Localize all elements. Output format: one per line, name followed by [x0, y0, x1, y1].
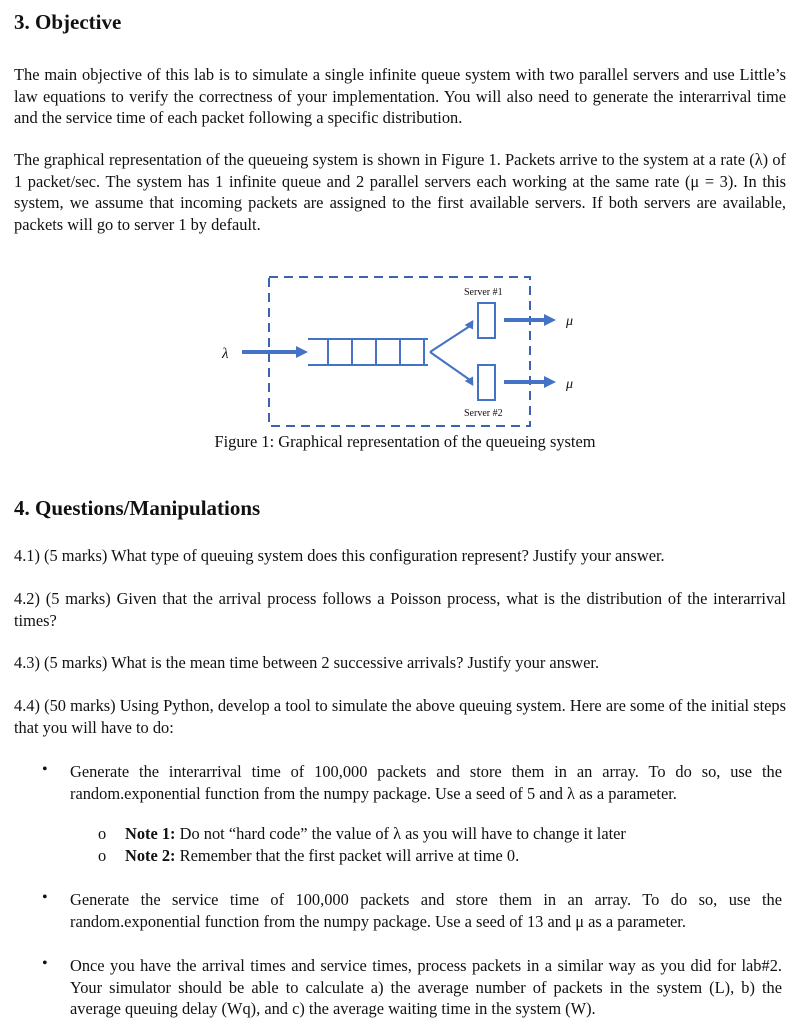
bullet-marker: • — [42, 955, 48, 972]
sub-list-item — [98, 823, 778, 845]
section-4-heading: 4. Questions/Manipulations — [14, 496, 261, 520]
mu-label-1: μ — [566, 314, 574, 329]
note-2-label: Note 2: — [125, 846, 176, 865]
sub-bullet-marker: o — [98, 846, 107, 865]
queue-diagram-svg — [210, 268, 610, 428]
server-1-label: Server #1 — [464, 287, 503, 298]
list-item — [42, 889, 782, 932]
route-1-arrowhead — [465, 320, 478, 332]
figure-caption: Figure 1: Graphical representation of the queueing system — [214, 432, 596, 451]
server-2 — [478, 365, 495, 400]
list-item — [42, 955, 782, 1020]
question-4-1: 4.1) (5 marks) What type of queuing system does this configuration represent? Justify your answer. — [14, 546, 665, 565]
section-3-heading: 3. Objective — [14, 10, 122, 34]
server-2-label: Server #2 — [464, 408, 503, 419]
bullet-marker: • — [42, 889, 48, 906]
bullet-text: Generate the service time of 100,000 packets and store them in an array. To do so, use the random.exponential function from the numpy package. Use a seed of 13 and μ as a parameter. — [70, 890, 782, 931]
mu-label-2: μ — [566, 377, 574, 392]
queue-system-diagram — [210, 268, 610, 428]
route-2-arrowhead — [465, 374, 478, 386]
note-2-text: Remember that the first packet will arrive at time 0. — [179, 846, 520, 865]
bullet-text: Once you have the arrival times and service times, process packets in a similar way as you did for lab#2. Your simulator should be able to calculate a) the average number of packets in the system (L), b) the average queuing delay (Wq), and c) the average waiting time in the system (W). — [70, 956, 782, 1018]
arrival-arrowhead — [296, 346, 308, 358]
objective-paragraph-1: The main objective of this lab is to simulate a single infinite queue system with two parallel servers and use Little’s law equations to verify the correctness of your implementation. You will also need to generate the interarrival time and the service time of each packet following a specific distribution. — [14, 65, 786, 127]
queue-buffer — [308, 339, 428, 365]
question-4-2: 4.2) (5 marks) Given that the arrival process follows a Poisson process, what is the distribution of the interarrival times? — [14, 589, 786, 630]
bullet-text: Generate the interarrival time of 100,000 packets and store them in an array. To do so, use the random.exponential function from the numpy package. Use a seed of 5 and λ as a parameter. — [70, 762, 782, 803]
departure-arrowhead-1 — [544, 314, 556, 326]
lambda-label: λ — [222, 346, 229, 362]
route-to-server-2 — [430, 352, 470, 380]
note-1-label: Note 1: — [125, 824, 176, 843]
question-4-4: 4.4) (50 marks) Using Python, develop a tool to simulate the above queuing system. Here are some of the initial steps that you will have to do: — [14, 696, 786, 737]
bullet-marker: • — [42, 761, 48, 778]
list-item — [42, 761, 782, 804]
question-4-3: 4.3) (5 marks) What is the mean time between 2 successive arrivals? Justify your answer. — [14, 653, 600, 672]
sub-bullet-marker: o — [98, 824, 107, 843]
route-to-server-1 — [430, 326, 470, 352]
server-1 — [478, 303, 495, 338]
sub-list-item — [98, 845, 778, 867]
note-1-text: Do not “hard code” the value of λ as you will have to change it later — [179, 824, 626, 843]
departure-arrowhead-2 — [544, 376, 556, 388]
objective-paragraph-2: The graphical representation of the queueing system is shown in Figure 1. Packets arrive to the system at a rate (λ) of 1 packet/sec. The system has 1 infinite queue and 2 parallel servers each working at the same rate (μ = 3). In this system, we assume that incoming packets are assigned to the first available servers. If both servers are available, packets will go to server 1 by default. — [14, 150, 786, 234]
